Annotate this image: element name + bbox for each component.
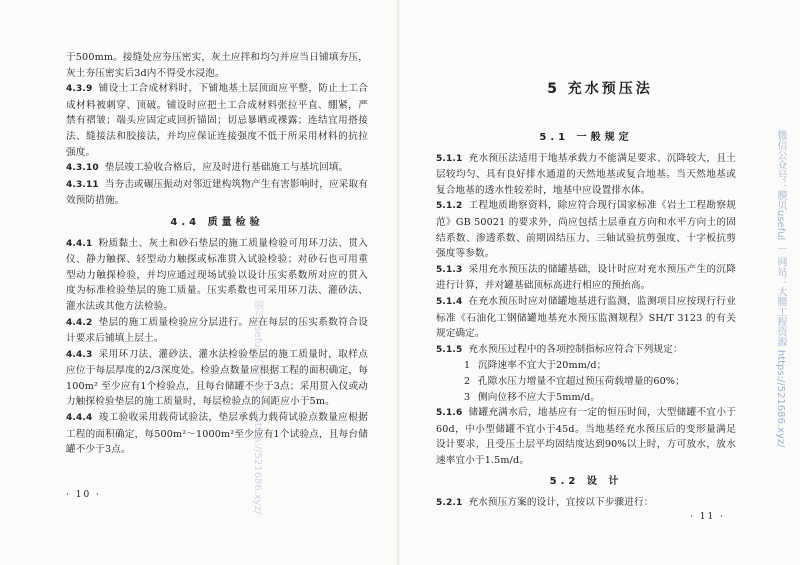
- clause-4-4-4: 4.4.4 竣工验收采用载荷试验法，垫层承载力载荷试验点数量应根据工程的面积确定，每500m²～1000m²至少应有1个试验点，且每台储罐不少于3点。: [66, 412, 368, 456]
- list-item: 2 孔隙水压力增量不宜超过预压荷载增量的60%；: [464, 375, 685, 387]
- clause-4-4-1: 4.4.1 粉质黏土、灰土和砂石垫层的施工质量检验可用环刀法、贯入仪、静力触探、轻型动力触探或标准贯入试验检验；对砂石也可用重型动力触探检验，并均应通过现场试验以设计压实系数所对应的贯入度为标准检验垫层的施工质量。压实系数也可采用环刀法、灌砂法、灌水法或其他方法检验。: [66, 237, 368, 312]
- clause-4-3-10: 4.3.10 垫层竣工验收合格后，应及时进行基础施工与基坑回填。: [66, 162, 349, 174]
- list-item: 3 侧向位移不应大于5mm/d。: [464, 391, 601, 403]
- clause-5-1-3: 5.1.3 采用充水预压法的储罐基础，设计时应对充水预压产生的沉降进行计算，并对罐基础顶标高进行相应的预抬高。: [436, 263, 736, 292]
- clause-5-1-5: 5.1.5 充水预压过程中的各项控制指标应符合下列规定：: [436, 343, 683, 355]
- clause-4-3-11: 4.3.11 当夯击或碾压振动对邻近建构筑物产生有害影响时，应采取有效预防措施。: [66, 178, 368, 207]
- chapter-title: 5 充水预压法: [547, 81, 653, 97]
- right-column: [436, 124, 736, 512]
- clause-5-1-1: 5.1.1 充水预压法适用于地基承载力不能满足要求、沉降较大，且土层较均匀、具有良好排水通道的天然地基或复合地基。当天然地基或复合地基的透水性较差时，地基中应设置排水体。: [436, 152, 736, 196]
- page-number-right: · 11 ·: [690, 512, 725, 522]
- para-continuation: 于500mm。接缝处应夯压密实，灰土应拌和均匀并应当日铺填夯压，灰土夯压密实后3d内不得受水浸泡。: [66, 52, 368, 79]
- clause-5-1-6: 5.1.6 储罐充满水后，地基应有一定的恒压时间，大型储罐不宜小于60d，中小型储罐不宜小于45d。当地基经充水预压后的变形量满足设计要求，且受压土层平均固结度达到90%以上时，方可放水，放水速率宜小于1.5m/d。: [436, 407, 736, 466]
- section-title-5-1: 5.1 一般规定: [539, 132, 633, 143]
- list-item: 1 沉降速率不宜大于20mm/d；: [464, 360, 607, 372]
- clause-5-1-2: 5.1.2 工程地质勘察资料，除应符合现行国家标准《岩土工程勘察规范》GB 50021 的要求外，尚应包括土层垂直方向和水平方向土的固结系数、渗透系数、前期固结压力、三轴试验抗剪强度、十字板抗剪强度等参数。: [436, 200, 736, 260]
- page-number-left: · 10 ·: [66, 490, 101, 500]
- left-column: [66, 50, 368, 458]
- watermark-right: 微信公众号：膜贝useful ｜ 网站：大膜工程资源 https://521686.xyz/: [775, 130, 786, 448]
- section-title-4-4: 4.4 质量检验: [170, 216, 264, 228]
- clause-4-3-9: 4.3.9 铺设土工合成材料时，下铺地基土层顶面应平整，防止土工合成材料被刺穿、顶破。铺设时应把土工合成材料张拉平直、绷紧，严禁有褶皱；端头应固定或回折锚固；切忌暴晒或裸露；连结宜用搭接法、缝接法和胶接法，并均应保证连接强度不低于所采用材料的抗拉强度。: [66, 83, 368, 158]
- clause-4-4-2: 4.4.2 垫层的施工质量检验应分层进行。应在每层的压实系数符合设计要求后铺填上层土。: [66, 316, 368, 345]
- section-title-5-2: 5.2 设 计: [549, 476, 623, 488]
- watermark-middle: 膜贝useful 大膜工程资源 https://521686.xyz/: [252, 300, 263, 515]
- clause-5-2-1: 5.2.1 充水预压方案的设计，宜按以下步骤进行：: [436, 497, 654, 509]
- clause-4-4-3: 4.4.3 采用环刀法、灌砂法、灌水法检验垫层的施工质量时，取样点应位于每层厚度的2/3深度处。检验点数量应根据工程的面积确定，每100m² 至少应有1个检验点，且每台储罐不少于3点；采用贯入仪或动力触探检验垫层的施工质量时，每层检验点的间距应小于5m。: [66, 348, 368, 408]
- clause-5-1-4: 5.1.4 在充水预压时应对储罐地基进行监测，监测项目应按现行行业标准《石油化工钢储罐地基充水预压监测规程》SH/T 3123 的有关规定确定。: [436, 295, 736, 340]
